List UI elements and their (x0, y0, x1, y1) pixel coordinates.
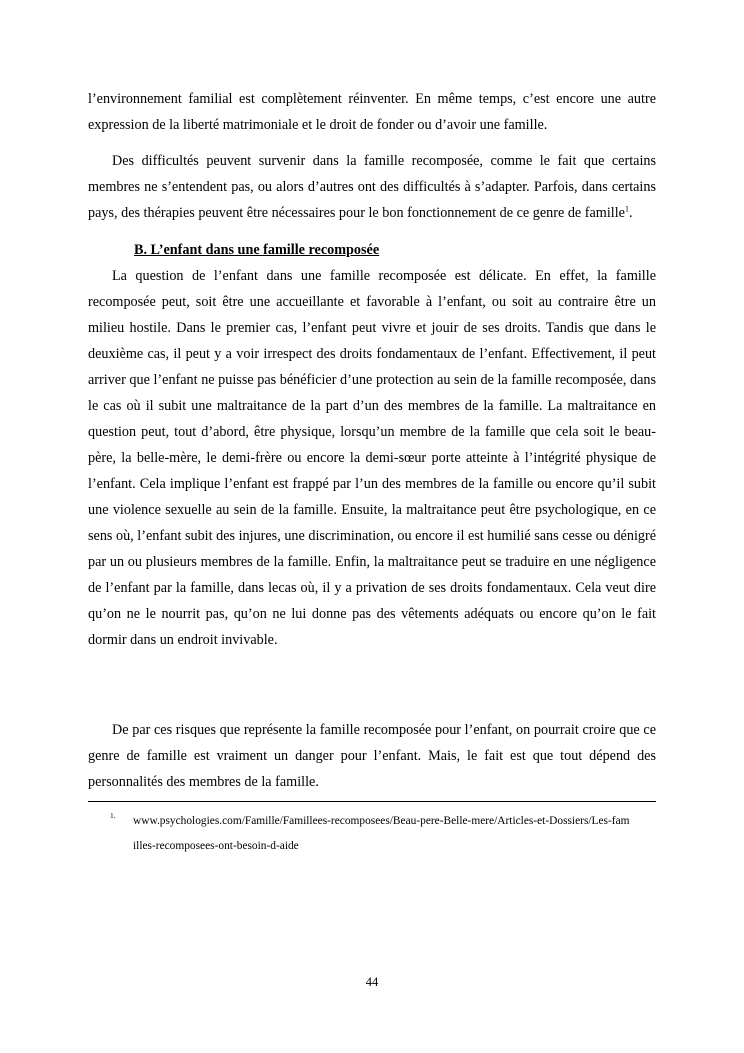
paragraph-risks: De par ces risques que représente la famille recomposée pour l’enfant, on pourrait croire que ce genre de famille est vraiment un danger pour l’enfant. Mais, le fait est que tout dépend des personnalités des membres de la famille. (88, 722, 656, 790)
section-heading: B. L’enfant dans une famille recomposée (134, 242, 380, 258)
paragraph-difficulties (88, 148, 656, 226)
footnote-reference: 1 (624, 204, 629, 214)
paragraph-child-question: La question de l’enfant dans une famille recomposée est délicate. En effet, la famille recomposée peut, soit être une accueillante et favorable à l’enfant, ou soit au contraire être un milieu hostile. Dans le premier cas, l’enfant peut vivre et jouir de ses droits. Tandis que dans le deuxième cas, il peut y a voir irrespect des droits fondamentaux de l’enfant. Effectivement, il peut arriver que l’enfant ne puisse pas bénéficier d’une protection au sein de la famille recomposée, dans le cas où il subit une maltraitance de la part d’un des membres de la famille. La maltraitance en question peut, tout d’abord, être physique, lorsqu’un membre de la famille que cela soit le beau-père, la belle-mère, le demi-frère ou encore la demi-sœur porte atteinte à l’intégrité physique de l’enfant. Cela implique l’enfant est frappé par l’un des membres de la famille ou encore qu’il subit une violence sexuelle au sein de la famille. Ensuite, la maltraitance peut être psychologique, en ce sens où, l’enfant subit des injures, une discrimination, ou encore il est humilié sans cesse ou dénigré par un ou plusieurs membres de la famille. Enfin, la maltraitance peut se traduire en une négligence de l’enfant par la famille, dans lecas où, il y a privation de ses droits fondamentaux. Cela veut dire qu’on ne le nourrit pas, qu’on ne lui donne pas des vêtements adéquats ou encore qu’on le fait dormir dans un endroit invivable. (88, 268, 656, 648)
page-number: 44 (365, 975, 379, 989)
paragraph-family-freedom: l’environnement familial est complètement réinventer. En même temps, c’est encore une autre expression de la liberté matrimoniale et le droit de fonder ou d’avoir une famille. (88, 91, 656, 133)
paragraph-difficulties-text: Des difficultés peuvent survenir dans la famille recomposée, comme le fait que certains membres ne s’entendent pas, ou alors d’autres ont des difficultés à s’adapter. Parfois, dans certains pays, des thérapies peuvent être nécessaires pour le bon fonctionnement de ce genre de famille (88, 153, 656, 221)
paragraph-difficulties-end: . (628, 205, 633, 221)
footnote-url: www.psychologies.com/Famille/Famillees-recomposees/Beau-pere-Belle-mere/Articles-et-Dossiers/Les-familles-recomposees-ont-besoin-d-aide (133, 815, 630, 852)
footnote (110, 809, 630, 859)
footnote-separator (88, 801, 656, 802)
footnote-marker: 1. (110, 811, 116, 820)
